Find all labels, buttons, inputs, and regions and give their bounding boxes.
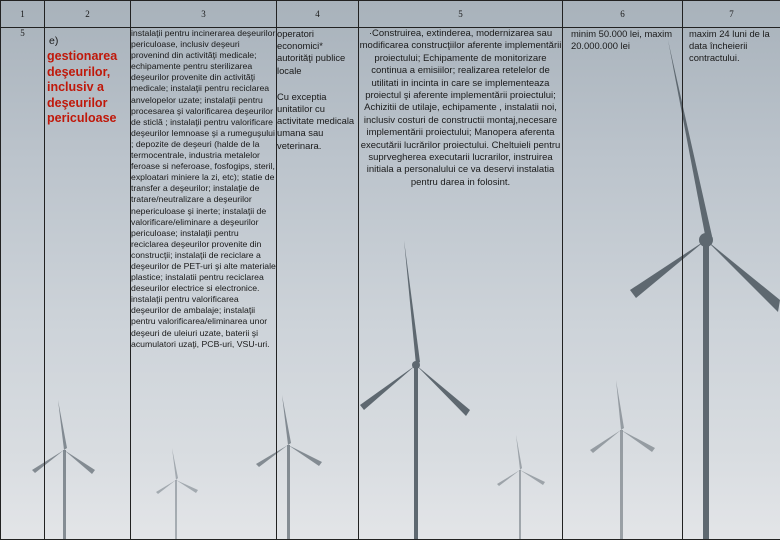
column-number: 7: [683, 1, 780, 28]
column-number-row: [1, 1, 780, 28]
duration-cell: maxim 24 luni de la data încheierii contractului.: [683, 28, 780, 540]
column-number: 1: [1, 1, 45, 28]
row-number: 5: [1, 28, 45, 540]
column-number: 5: [359, 1, 563, 28]
activities-cell: instalaţii pentru incinerarea deşeurilor periculoase, inclusiv deşeuri provenind din activităţi medicale; echipamente pentru sterilizarea deşeurilor provenite din activităţi medicale; instalaţii pentru reciclarea anvelopelor uzate; instalaţii pentru procesarea şi valorificarea deşeurilor de sticlă ; instalaţii pentru valorificare deşeurilor lemnoase şi a rumeguşului ; depozite de deşeuri (halde de la termocentrale, industria metalelor feroase si neferoase, fosfogips, steril, exploatari miniere la zi, etc); statie de transfer a deşeurilor; instalaţie de tratare/neutralizare a deşeurilor nepericuloase şi inerte; instalaţii de valorificare/eliminare a deşeurilor periculoase; instalaţii pentru reciclarea deşeurilor provenite din construcţii; instalaţii de reciclare a deşeurilor de PET-uri şi alte materiale plastice; instalatii pentru reciclarea deseurilor electrice si electronice. instalaţii pentru valorificarea deşeurilor de ambalaje; instalaţii pentru valorificarea/eliminarea unor deşeuri de uleiuri uzate, baterii şi acumulatori uzaţi, PCB-uri, VSU-uri.: [131, 28, 277, 540]
category-title: gestionarea deşeurilor, inclusiv a deşeurilor periculoase: [47, 49, 118, 125]
column-number: 2: [45, 1, 131, 28]
beneficiaries-cell: [277, 28, 359, 540]
table-row: [1, 28, 780, 540]
category-letter: e): [49, 35, 59, 47]
exception-text: Cu exceptia unitatilor cu activitate medicala umana sau veterinara.: [277, 90, 355, 151]
column-number: 6: [563, 1, 683, 28]
column-number: 4: [277, 1, 359, 28]
eligible-costs-cell: ·Construirea, extinderea, modernizarea sau modificarea construcţiilor aferente implementării proiectului; Echipamente de monitorizare continua a emisiilor; realizarea retelelor de utilitati in incinta in care se implementeaza proiectul şi aferente implementării proiectului; Achizitii de utilaje, echipamente , instalatii noi, inclusiv costuri de constructii montaj,necesare implementării proiectului; Manopera aferenta executării lucrărilor proiectului. Cheltuieli pentru suprvegherea executarii lucrarilor, instruirea initiala a personalului ce va deservi instalatia pentru darea in folosint.: [359, 28, 563, 540]
column-number: 3: [131, 1, 277, 28]
category-cell: [45, 28, 131, 540]
beneficiaries-text: operatori economici* autorităţi publice locale: [277, 28, 346, 76]
amount-cell: minim 50.000 lei, maxim 20.000.000 lei: [563, 28, 683, 540]
